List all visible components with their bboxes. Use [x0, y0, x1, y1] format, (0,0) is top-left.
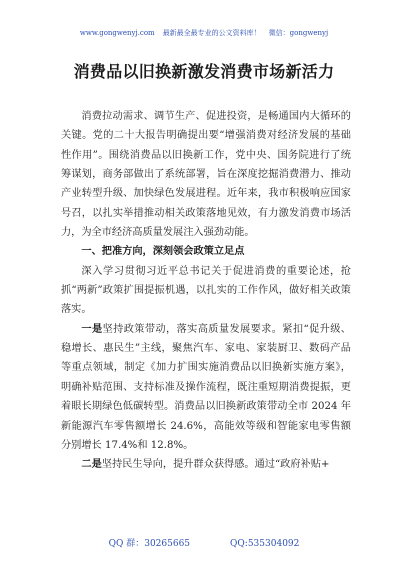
document-body [61, 107, 351, 475]
point-text-1: 坚持政策带动，落实高质量发展要求。紧扣“促升级、稳增长、惠民生”主线，聚焦汽车、家电、家装厨卫、数码产品等重点领域，制定《加力扩围实施消费品以旧换新实施方案》，明确补贴范围、支持标准及操作流程，既注重短期消费提振，更着眼长期绿色低碳转型。消费品以旧换新政策带动全市 2024 年新能源汽车零售额增长 24.6%，高能效等级和智能家电零售额分别增长 17.4%和 12.8%。 [61, 323, 351, 451]
document-title: 消费品以旧换新激发消费市场新活力 [73, 62, 335, 81]
section-paragraph: 深入学习贯彻习近平总书记关于促进消费的重要论述，抢抓“两新”政策扩围提振机遇，以扎实的工作作风，做好相关政策落实。 [61, 265, 351, 316]
page-header [0, 28, 408, 38]
section-heading: 一、把准方向，深刻领会政策立足点 [81, 246, 245, 258]
header-slogan: 最新最全最专业的公文资料库！ [162, 29, 261, 37]
point-text-2: 坚持民生导向，提升群众获得感。通过“政府补贴+ [101, 459, 330, 471]
point-lead-2: 二是 [81, 459, 102, 471]
point-paragraph-2 [61, 455, 351, 474]
point-lead-1: 一是 [81, 323, 103, 335]
point-paragraph-1 [61, 320, 351, 455]
intro-paragraph: 消费拉动需求、调节生产、促进投资，是畅通国内大循环的关键。党的二十大报告明确提出要“增强消费对经济发展的基础性作用”。围绕消费品以旧换新工作，党中央、国务院进行了统筹谋划，商务部做出了系统部署，旨在深度挖掘消费潜力、推动产业转型升级、加快绿色发展进程。近年来，我市积极响应国家号召，以扎实举措推动相关政策落地见效，有力激发消费市场活力，为全市经济高质量发展注入强劲动能。 [61, 111, 351, 239]
page-footer [0, 538, 408, 550]
footer-qq-number: QQ:535304092 [230, 539, 300, 549]
header-website: www.gongwenyj.com [79, 29, 155, 37]
footer-qq-group: QQ 群：30265665 [108, 539, 191, 549]
header-wechat: 微信：gongwenyj [268, 29, 329, 37]
